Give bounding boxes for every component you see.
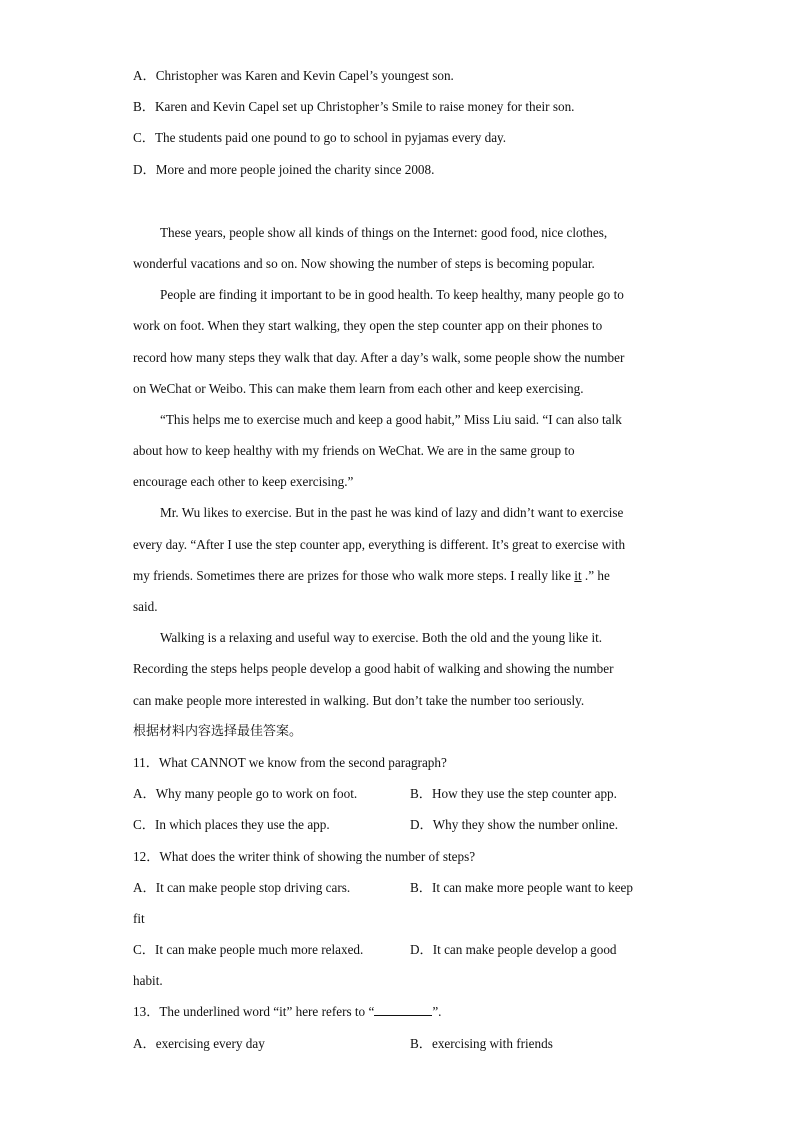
- option-text: The students paid one pound to go to school in pyjamas every day.: [154, 130, 507, 146]
- passage-line: said.: [133, 599, 158, 614]
- option-letter: D．: [133, 161, 156, 177]
- question-stem: 12．What does the writer think of showing the number of steps?: [133, 848, 476, 864]
- underlined-word: it: [574, 567, 582, 583]
- passage-line: can make people more interested in walking. But don’t take the number too seriously.: [133, 692, 585, 708]
- passage-text: my friends. Sometimes there are prizes for those who walk more steps. I really like: [133, 567, 575, 583]
- option-d: D．It can make people develop a good: [410, 942, 617, 958]
- passage-line: Mr. Wu likes to exercise. But in the past he was kind of lazy and didn’t want to exercise: [160, 505, 624, 521]
- option-a: A．Why many people go to work on foot.: [133, 786, 358, 802]
- question-stem: [133, 1000, 663, 1031]
- passage-line: Walking is a relaxing and useful way to exercise. Both the old and the young like it.: [160, 630, 603, 646]
- option-b: B．How they use the step counter app.: [410, 786, 617, 802]
- prev-option-c: [133, 126, 663, 157]
- prev-option-d: [133, 158, 663, 189]
- option-b: B．It can make more people want to keep: [410, 879, 634, 895]
- option-c: C．In which places they use the app.: [133, 817, 330, 833]
- option-letter: B．: [133, 99, 155, 115]
- passage-line: work on foot. When they start walking, they open the step counter app on their phones to: [133, 318, 603, 334]
- option-d: D．Why they show the number online.: [410, 817, 619, 833]
- passage-line: [133, 564, 663, 595]
- option-d-continuation: habit.: [133, 973, 163, 989]
- prev-option-a: [133, 64, 663, 95]
- question-11: [133, 751, 663, 845]
- option-b: B．exercising with friends: [410, 1035, 553, 1051]
- option-c: C．It can make people much more relaxed.: [133, 942, 364, 958]
- instruction: 根据材料内容选择最佳答案。: [133, 723, 303, 739]
- option-row: [133, 1032, 663, 1063]
- passage-line: Recording the steps helps people develop a good habit of walking and showing the number: [133, 661, 614, 677]
- passage-line: “This helps me to exercise much and keep a good habit,” Miss Liu said. “I can also talk: [160, 411, 622, 427]
- stem-text: ”.: [432, 1004, 442, 1020]
- stem-text: 13．The underlined word “it” here refers to “: [133, 1004, 375, 1020]
- passage-text: .” he: [581, 567, 610, 583]
- option-a: A．exercising every day: [133, 1035, 265, 1051]
- passage-line: encourage each other to keep exercising.”: [133, 474, 354, 490]
- option-text: Karen and Kevin Capel set up Christopher’s Smile to raise money for their son.: [154, 99, 575, 115]
- option-a: A．It can make people stop driving cars.: [133, 879, 351, 895]
- passage-line: People are finding it important to be in good health. To keep healthy, many people go to: [160, 287, 624, 303]
- passage-line: record how many steps they walk that day. After a day’s walk, some people show the number: [133, 349, 625, 365]
- option-row: [133, 938, 663, 969]
- passage-line: These years, people show all kinds of things on the Internet: good food, nice clothes,: [160, 224, 608, 240]
- reading-passage: [133, 221, 663, 720]
- question-12: [133, 845, 663, 1001]
- option-row: [133, 813, 663, 844]
- option-text: Christopher was Karen and Kevin Capel’s youngest son.: [155, 68, 454, 83]
- prev-option-b: [133, 95, 663, 126]
- passage-line: on WeChat or Weibo. This can make them learn from each other and keep exercising.: [133, 380, 584, 396]
- question-13: [133, 1000, 663, 1062]
- option-b-continuation: fit: [133, 910, 145, 926]
- option-letter: A．: [133, 68, 156, 83]
- answer-blank[interactable]: [374, 1003, 432, 1016]
- option-row: [133, 782, 663, 813]
- option-row: [133, 876, 663, 907]
- option-text: More and more people joined the charity since 2008.: [155, 161, 435, 177]
- question-stem: 11．What CANNOT we know from the second paragraph?: [133, 754, 447, 770]
- option-letter: C．: [133, 130, 155, 146]
- worksheet-page: [133, 64, 663, 1063]
- passage-line: every day. “After I use the step counter app, everything is different. It’s great to exercise with: [133, 536, 626, 552]
- passage-line: about how to keep healthy with my friends on WeChat. We are in the same group to: [133, 443, 575, 459]
- passage-line: wonderful vacations and so on. Now showing the number of steps is becoming popular.: [133, 255, 595, 271]
- section-gap: [133, 189, 663, 221]
